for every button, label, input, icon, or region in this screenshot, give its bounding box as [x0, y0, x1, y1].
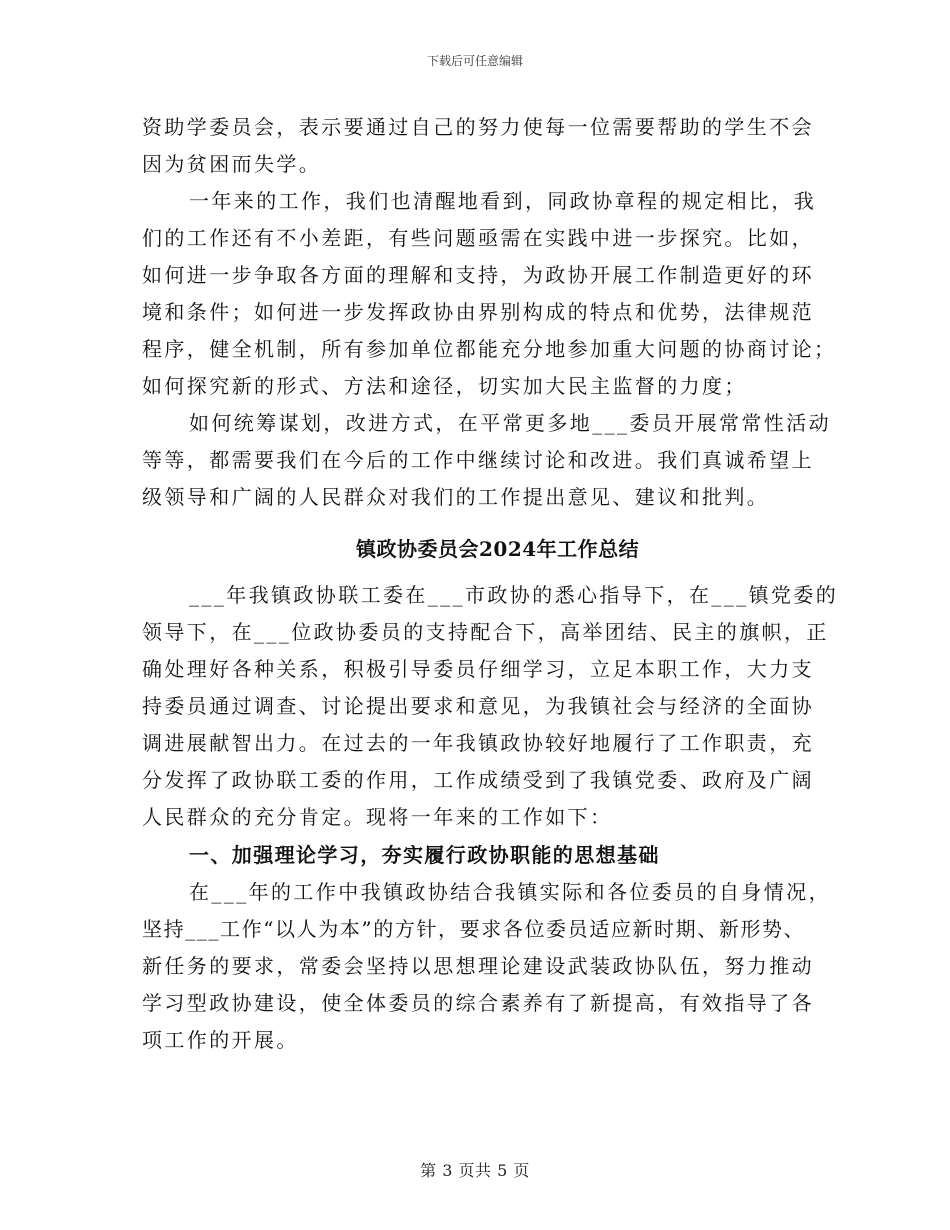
body-line: 坚持___工作“以人为本”的方针，要求各位委员适应新时期、新形势、 — [142, 917, 806, 941]
body-line: 新任务的要求，常委会坚持以思想理论建设武装政协队伍，努力推动 — [142, 954, 814, 978]
page-header-note: 下载后可任意编辑 — [426, 54, 523, 68]
document-title: 镇政协委员会2024年工作总结 — [356, 537, 640, 561]
body-line: 因为贫困而失学。 — [142, 152, 322, 176]
body-line: 境和条件；如何进一步发挥政协由界别构成的特点和优势，法律规范 — [142, 300, 814, 324]
body-line: 学习型政协建设，使全体委员的综合素养有了新提高，有效指导了各 — [142, 991, 814, 1015]
body-line: 确处理好各种关系，积极引导委员仔细学习，立足本职工作，大力支 — [142, 657, 814, 681]
page-footer: 第 3 页共 5 页 — [420, 1161, 530, 1180]
body-line: 资助学委员会，表示要通过自己的努力使每一位需要帮助的学生不会 — [142, 115, 814, 139]
body-line: 分发挥了政协联工委的作用，工作成绩受到了我镇党委、政府及广阔 — [142, 768, 814, 792]
body-line: 调进展献智出力。在过去的一年我镇政协较好地履行了工作职责，充 — [142, 731, 814, 755]
body-line: 如何进一步争取各方面的理解和支持，为政协开展工作制造更好的环 — [142, 263, 814, 287]
body-line: 级领导和广阔的人民群众对我们的工作提出意见、建议和批判。 — [142, 485, 770, 509]
body-line: 持委员通过调查、讨论提出要求和意见，为我镇社会与经济的全面协 — [142, 694, 814, 718]
body-line: 等等，都需要我们在今后的工作中继续讨论和改进。我们真诚希望上 — [142, 448, 814, 472]
body-line: 人民群众的充分肯定。现将一年来的工作如下： — [142, 805, 613, 829]
body-line: 项工作的开展。 — [142, 1028, 299, 1052]
body-line: ___年我镇政协联工委在___市政协的悉心指导下，在___镇党委的 — [189, 583, 839, 607]
body-line: 在___年的工作中我镇政协结合我镇实际和各位委员的自身情况， — [189, 880, 831, 904]
body-line: 如何探究新的形式、方法和途径，切实加大民主监督的力度； — [142, 374, 747, 398]
body-line: 如何统筹谋划，改进方式，在平常更多地___委员开展常常性活动 — [189, 411, 831, 435]
section-heading: 一、加强理论学习，夯实履行政协职能的思想基础 — [189, 843, 660, 867]
body-line: 们的工作还有不小差距，有些问题亟需在实践中进一步探究。比如， — [142, 226, 814, 250]
body-line: 程序，健全机制，所有参加单位都能充分地参加重大问题的协商讨论； — [142, 337, 837, 361]
body-line: 一年来的工作，我们也清醒地看到，同政协章程的规定相比，我 — [189, 189, 817, 213]
body-line: 领导下，在___位政协委员的支持配合下，高举团结、民主的旗帜，正 — [142, 620, 829, 644]
